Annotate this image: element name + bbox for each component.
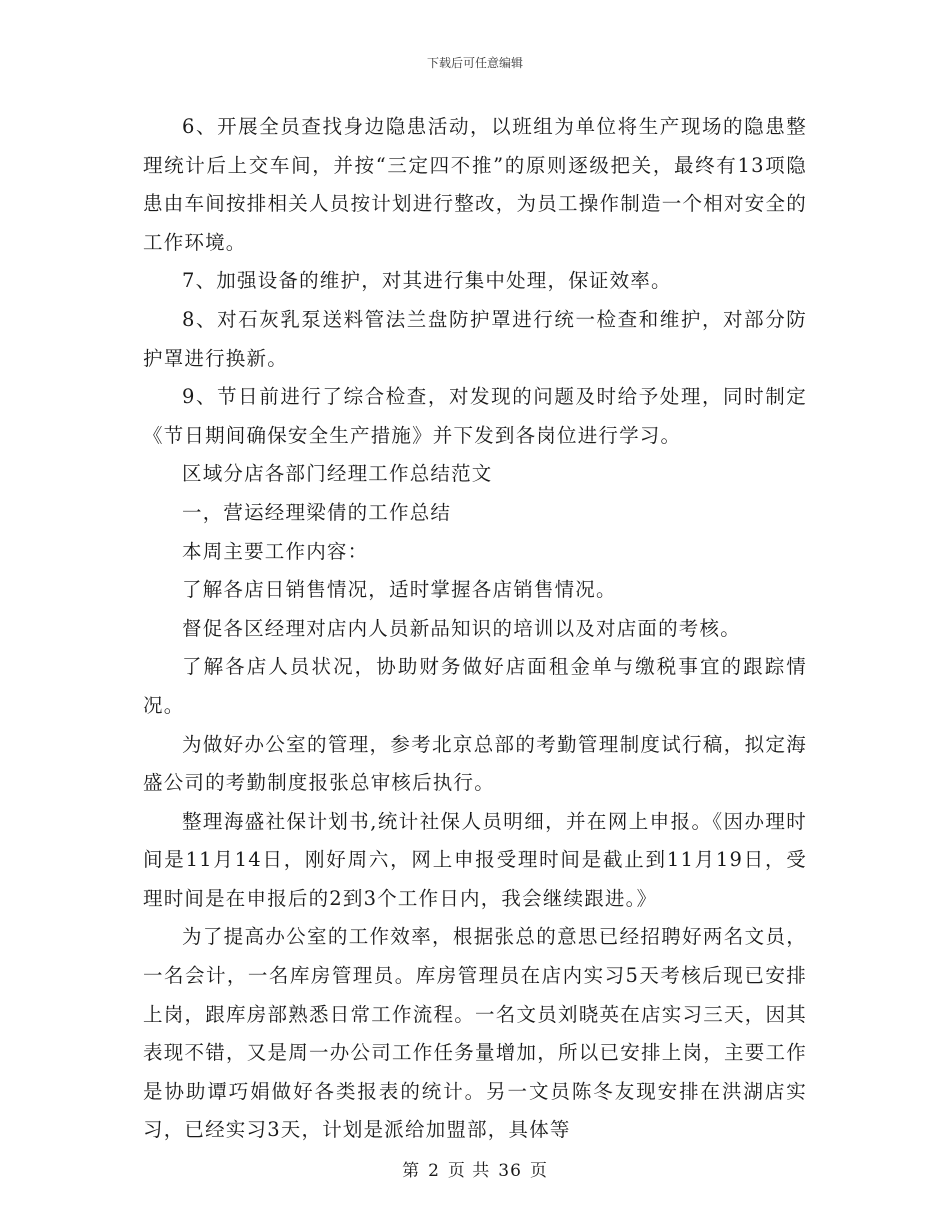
paragraph-item-6: 6、开展全员查找身边隐患活动，以班组为单位将生产现场的隐患整理统计后上交车间，并按“三定四不推”的原则逐级把关，最终有13项隐患由车间按排相关人员按计划进行整改，为员工操作制造一个相对安全的工作环境。 xyxy=(143,115,807,254)
subsection-title: 一，营运经理梁倩的工作总结 xyxy=(182,500,452,524)
footer-middle: 页 共 xyxy=(447,1161,491,1181)
section-title: 区域分店各部门经理工作总结范文 xyxy=(182,462,493,486)
current-page-number: 2 xyxy=(428,1161,440,1181)
page-footer xyxy=(0,1156,950,1181)
paragraph-social-security: 整理海盛社保计划书,统计社保人员明细，并在网上申报。《因办理时间是11月14日，刚好周六，网上申报受理时间是截止到11月19日，受理时间是在申报后的2到3个工作日内，我会继续跟进。》 xyxy=(143,809,807,910)
paragraph-item-7: 7、加强设备的维护，对其进行集中处理，保证效率。 xyxy=(182,269,672,293)
total-page-count: 36 xyxy=(498,1161,522,1181)
paragraph-item-8: 8、对石灰乳泵送料管法兰盘防护罩进行统一检查和维护，对部分防护罩进行换新。 xyxy=(143,307,807,370)
document-body xyxy=(143,108,807,1150)
paragraph-training: 督促各区经理对店内人员新品知识的培训以及对店面的考核。 xyxy=(182,616,741,640)
paragraph-sales: 了解各店日销售情况，适时掌握各店销售情况。 xyxy=(182,578,617,602)
footer-suffix: 页 xyxy=(529,1161,548,1181)
footer-prefix: 第 xyxy=(402,1161,421,1181)
paragraph-recruitment: 为了提高办公室的工作效率，根据张总的意思已经招聘好两名文员，一名会计，一名库房管理员。库房管理员在店内实习5天考核后现已安排上岗，跟库房部熟悉日常工作流程。一名文员刘晓英在店实习三天，因其表现不错，又是周一办公司工作任务量增加，所以已安排上岗，主要工作是协助谭巧娟做好各类报表的统计。另一文员陈冬友现安排在洪湖店实习，已经实习3天，计划是派给加盟部，具体等 xyxy=(143,925,807,1142)
page-header-note: 下载后可任意编辑 xyxy=(426,56,523,70)
paragraph-item-9: 9、节日前进行了综合检查，对发现的问题及时给予处理，同时制定《节日期间确保安全生产措施》并下发到各岗位进行学习。 xyxy=(143,385,807,447)
paragraph-attendance: 为做好办公室的管理，参考北京总部的考勤管理制度试行稿，拟定海盛公司的考勤制度报张总审核后执行。 xyxy=(143,732,807,795)
paragraph-staff-status: 了解各店人员状况，协助财务做好店面租金单与缴税事宜的跟踪情况。 xyxy=(143,655,807,717)
weekly-work-heading: 本周主要工作内容： xyxy=(182,539,369,563)
